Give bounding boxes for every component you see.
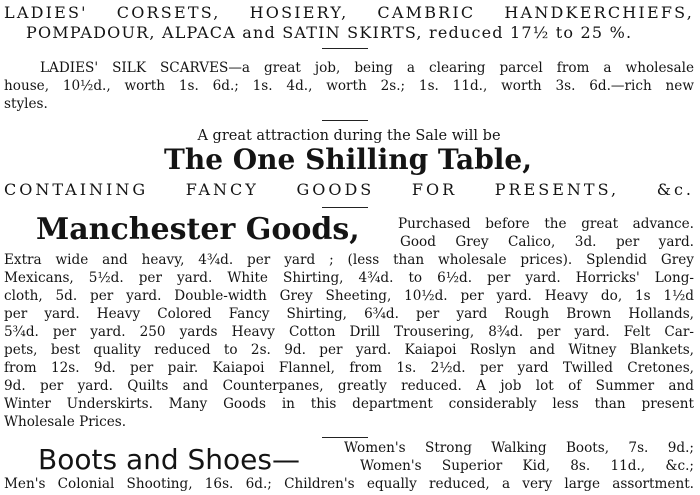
- manchester-line: pets, best quality reduced to 2s. 9d. per yard. Kaiapoi Roslyn and Witney Blankets,: [4, 342, 694, 358]
- divider-rule: [322, 207, 368, 208]
- manchester-line: cloth, 5d. per yard. Double-width Grey Sheeting, 10½d. per yard. Heavy do, 1s 1½d: [4, 288, 694, 304]
- shilling-intro: A great attraction during the Sale will be: [197, 128, 501, 144]
- corsets-line-2: POMPADOUR, ALPACA and SATIN SKIRTS, reduced 17½ to 25 %.: [26, 23, 633, 42]
- shilling-title: The One Shilling Table,: [164, 143, 532, 176]
- divider-rule: [322, 48, 368, 49]
- manchester-title: Manchester Goods,: [36, 212, 360, 247]
- manchester-side-1: Purchased before the great advance.: [398, 216, 694, 232]
- scarves-line-2: house, 10½d., worth 1s. 6d.; 1s. 4d., worth 2s.; 1s. 11d., worth 3s. 6d.—rich new: [4, 78, 694, 94]
- divider-rule: [322, 120, 368, 121]
- scarves-line-1: LADIES' SILK SCARVES—a great job, being a clearing parcel from a wholesale: [40, 60, 694, 76]
- corsets-line-1: LADIES' CORSETS, HOSIERY, CAMBRIC HANDKERCHIEFS,: [4, 3, 694, 22]
- manchester-last-line: Wholesale Prices.: [4, 414, 127, 430]
- manchester-line: 5¾d. per yard. 250 yards Heavy Cotton Drill Trousering, 8¾d. per yard. Felt Car-: [4, 324, 694, 340]
- manchester-line: from 12s. 9d. per pair. Kaiapoi Flannel, from 1s. 2½d. per yard Twilled Cretones,: [4, 360, 694, 376]
- manchester-line: per yard. Heavy Colored Fancy Shirting, 6¾d. per yard Rough Brown Hollands,: [4, 306, 694, 322]
- manchester-line: 9d. per yard. Quilts and Counterpanes, greatly reduced. A job lot of Summer and: [4, 378, 694, 394]
- shilling-subtitle: CONTAINING FANCY GOODS FOR PRESENTS, &c.: [4, 180, 694, 199]
- boots-side-2: Women's Superior Kid, 8s. 11d., &c.;: [360, 458, 694, 474]
- manchester-line: Winter Underskirts. Many Goods in this department considerably less than present: [4, 396, 694, 412]
- divider-rule: [322, 437, 368, 438]
- scarves-line-3: styles.: [4, 96, 48, 112]
- manchester-line: Mexicans, 5½d. per yard. White Shirting, 4¾d. to 6½d. per yard. Horricks' Long-: [4, 270, 694, 286]
- boots-side-1: Women's Strong Walking Boots, 7s. 9d.;: [344, 440, 694, 456]
- manchester-line: Extra wide and heavy, 4¾d. per yard ; (less than wholesale prices). Splendid Grey: [4, 252, 694, 268]
- boots-title: Boots and Shoes—: [38, 443, 300, 476]
- boots-last-line: Men's Colonial Shooting, 16s. 6d.; Children's equally reduced, a very large assortment.: [4, 476, 694, 492]
- manchester-side-2: Good Grey Calico, 3d. per yard.: [400, 234, 694, 250]
